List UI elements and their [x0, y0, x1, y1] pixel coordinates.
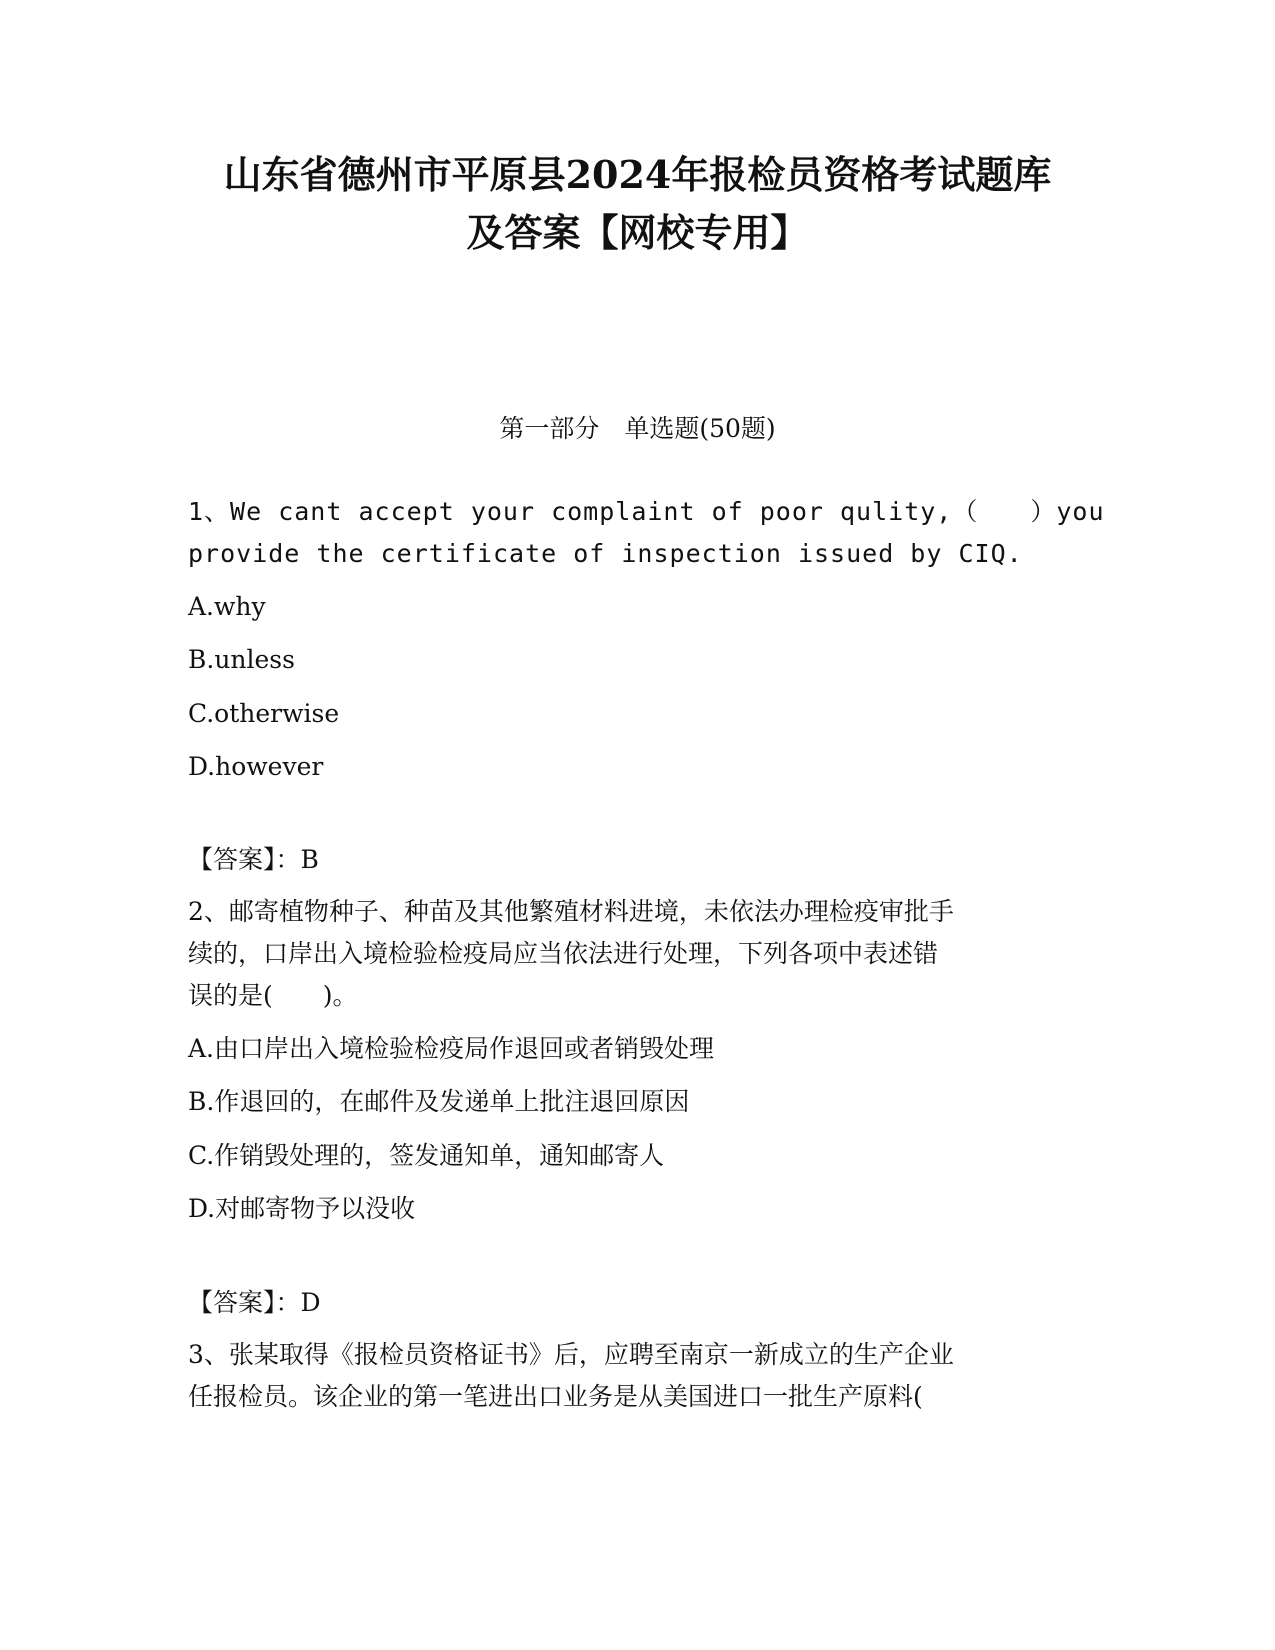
question-1-line-2: provide the certificate of inspection issued by CIQ.: [188, 539, 1023, 568]
document-title: [150, 146, 1125, 262]
title-line-2: 及答案【网校专用】: [466, 210, 809, 255]
question-2-option-d: D.对邮寄物予以没收: [188, 1194, 416, 1223]
question-2-option-a: A.由口岸出入境检验检疫局作退回或者销毁处理: [188, 1034, 715, 1063]
question-1-answer: 【答案】：B: [188, 845, 319, 874]
question-3-line-1: 3、张某取得《报检员资格证书》后，应聘至南京一新成立的生产企业: [188, 1340, 954, 1369]
question-2-line-3: 误的是( )。: [188, 981, 358, 1010]
title-line-1: 山东省德州市平原县2024年报检员资格考试题库: [223, 152, 1052, 197]
question-1-option-b: B.unless: [188, 645, 295, 674]
question-2-answer: 【答案】：D: [188, 1288, 321, 1317]
question-1-option-d: D.however: [188, 752, 324, 781]
question-2-option-c: C.作销毁处理的，签发通知单，通知邮寄人: [188, 1141, 665, 1170]
question-3-line-2: 任报检员。该企业的第一笔进出口业务是从美国进口一批生产原料(: [188, 1382, 923, 1411]
question-1-option-c: C.otherwise: [188, 699, 340, 728]
question-2-line-2: 续的，口岸出入境检验检疫局应当依法进行处理，下列各项中表述错: [188, 939, 939, 968]
question-2-line-1: 2、邮寄植物种子、种苗及其他繁殖材料进境，未依法办理检疫审批手: [188, 897, 954, 926]
question-1-line-1: 1、We cant accept your complaint of poor qulity,（ ）you: [188, 497, 1105, 526]
question-1-option-a: A.why: [188, 592, 266, 621]
section-heading: 第一部分 单选题(50题): [499, 414, 776, 443]
question-2-option-b: B.作退回的，在邮件及发递单上批注退回原因: [188, 1087, 690, 1116]
